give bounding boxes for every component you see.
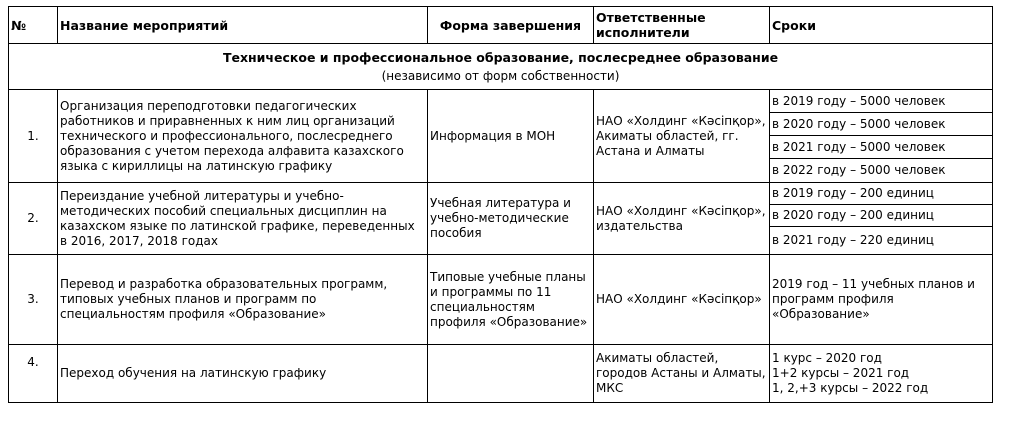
plan-table (8, 6, 993, 403)
term-entry: в 2019 году – 5000 человек (770, 90, 993, 113)
table-row (9, 90, 993, 113)
header-terms: Сроки (770, 7, 993, 44)
activity-name: Переход обучения на латинскую графику (58, 345, 428, 403)
responsible-executors: НАО «Холдинг «Кәсіпқор» (594, 255, 770, 345)
header-responsible: Ответственные исполнители (594, 7, 770, 44)
activity-name: Переиздание учебной литературы и учебно-методических пособий специальных дисциплин на казахском языке по латинской графике, переведенных в 2016, 2017, 2018 годах (58, 183, 428, 255)
term-entry: 1 курс – 2020 год (772, 351, 882, 365)
completion-form: Информация в МОН (428, 90, 594, 183)
section-row (9, 44, 993, 90)
table-row (9, 345, 993, 403)
responsible-executors: НАО «Холдинг «Кәсіпқор», Акиматы областей, гг. Астана и Алматы (594, 90, 770, 183)
header-num: № (9, 7, 58, 44)
section-cell (9, 44, 993, 90)
section-title: Техническое и профессиональное образование, послесреднее образование (222, 49, 779, 65)
completion-form: Типовые учебные планы и программы по 11 специальностям профиля «Образование» (428, 255, 594, 345)
responsible-executors: НАО «Холдинг «Кәсіпқор», издательства (594, 183, 770, 255)
completion-form: Учебная литература и учебно-методические пособия (428, 183, 594, 255)
row-number: 2. (9, 183, 58, 255)
header-name: Название мероприятий (58, 7, 428, 44)
header-row (9, 7, 993, 44)
table-row (9, 255, 993, 345)
term-entry: в 2019 году – 200 единиц (770, 183, 993, 205)
term-entry: в 2022 году – 5000 человек (770, 159, 993, 183)
term-entry: 1, 2,+3 курсы – 2022 год (772, 381, 929, 395)
term-entry: 1+2 курсы – 2021 год (772, 366, 910, 380)
row-number: 4. (9, 345, 58, 403)
activity-plan-table (8, 6, 993, 403)
table-row (9, 183, 993, 205)
activity-name: Организация переподготовки педагогических работников и приравненных к ним лиц организаций технического и профессионального, послесреднего образования с учетом перехода алфавита казахского языка с кириллицы на латинскую графику (58, 90, 428, 183)
section-subtitle: (независимо от форм собственности) (381, 68, 620, 83)
activity-name: Перевод и разработка образовательных программ, типовых учебных планов и программ по специальностям профиля «Образование» (58, 255, 428, 345)
term-entry: в 2021 году – 5000 человек (770, 136, 993, 159)
completion-form (428, 345, 594, 403)
term-entry: 2019 год – 11 учебных планов и программ профиля «Образование» (770, 255, 993, 345)
terms-cell (770, 345, 993, 403)
term-entry: в 2020 году – 200 единиц (770, 205, 993, 227)
term-entry: в 2020 году – 5000 человек (770, 113, 993, 136)
responsible-executors: Акиматы областей, городов Астаны и Алматы, МКС (594, 345, 770, 403)
row-number: 1. (9, 90, 58, 183)
term-entry: в 2021 году – 220 единиц (770, 227, 993, 255)
row-number: 3. (9, 255, 58, 345)
header-form: Форма завершения (428, 7, 594, 44)
